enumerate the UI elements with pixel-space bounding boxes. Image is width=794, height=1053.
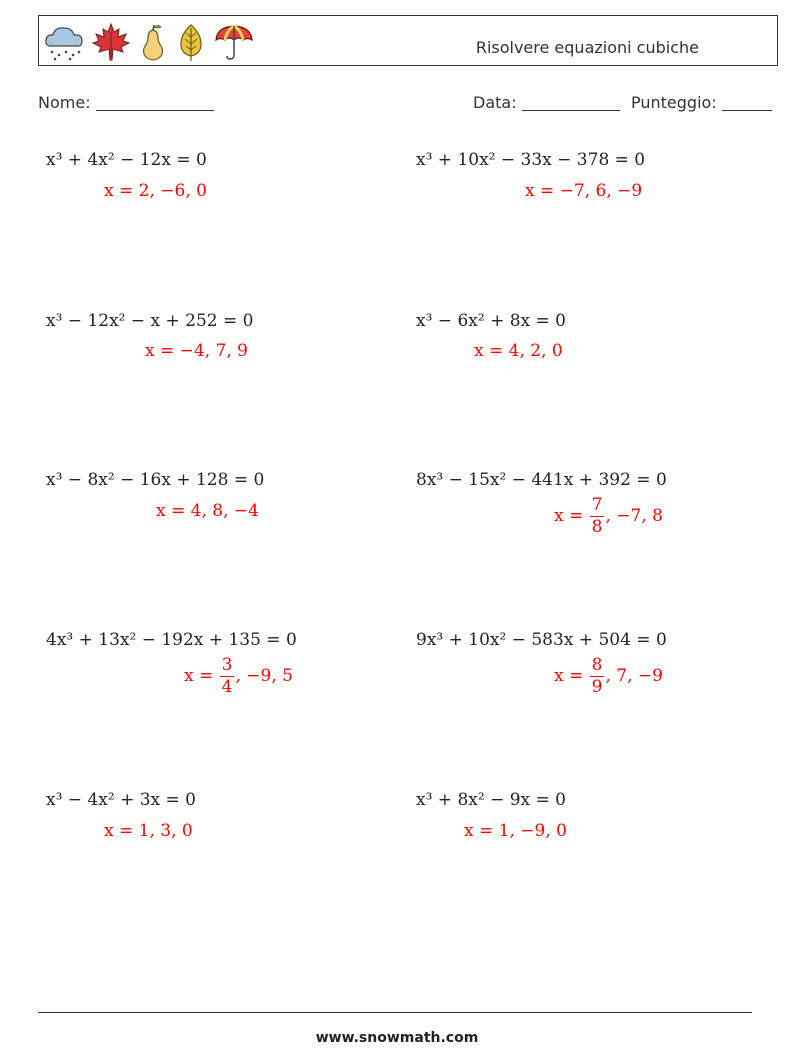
answer-10: x = 1, −9, 0 (464, 821, 567, 841)
pear-icon (137, 22, 169, 62)
equation: x³ − 6x² + 8x = 0 (416, 311, 566, 331)
worksheet-header (38, 15, 778, 66)
rain-cloud-icon (43, 22, 85, 62)
problem-10 (416, 790, 566, 810)
equation: x³ − 8x² − 16x + 128 = 0 (46, 470, 265, 490)
equation: x³ − 4x² + 3x = 0 (46, 790, 196, 810)
equation: x³ − 12x² − x + 252 = 0 (46, 311, 254, 331)
answer-7: x = $\frac{3}{4}$ , −9, 5 (184, 655, 293, 697)
problem-9 (46, 790, 196, 810)
answer-2: x = −7, 6, −9 (525, 181, 643, 201)
answer-3: x = −4, 7, 9 (145, 341, 248, 361)
problem-4 (416, 311, 566, 331)
equation: 8x³ − 15x² − 441x + 392 = 0 (416, 470, 667, 490)
problem-1 (46, 150, 207, 170)
problem-6 (416, 470, 667, 490)
header-icons (43, 20, 255, 64)
score-blank[interactable] (722, 94, 772, 111)
answer-9: x = 1, 3, 0 (104, 821, 193, 841)
answer-fraction: $\frac{7}{8}$ (591, 495, 603, 537)
problem-2 (416, 150, 645, 170)
date-label: Data: (473, 93, 517, 112)
date-blank[interactable] (522, 94, 620, 111)
equation: x³ + 10x² − 33x − 378 = 0 (416, 150, 646, 170)
score-field (631, 93, 772, 112)
equation: x³ + 4x² − 12x = 0 (46, 150, 207, 170)
leaf-icon (175, 22, 207, 62)
name-label: Nome: (38, 93, 91, 112)
equation: 4x³ + 13x² − 192x + 135 = 0 (46, 630, 297, 650)
equation: x³ + 8x² − 9x = 0 (416, 790, 566, 810)
footer-url[interactable]: www.snowmath.com (315, 1030, 479, 1046)
answer-8: x = $\frac{8}{9}$ , 7, −9 (554, 655, 663, 697)
answer-6: x = $\frac{7}{8}$ , −7, 8 (554, 495, 663, 537)
problem-3 (46, 311, 254, 331)
name-blank[interactable] (96, 94, 214, 111)
worksheet-title: Risolvere equazioni cubiche (475, 38, 699, 57)
name-field (38, 93, 214, 112)
answer-4: x = 4, 2, 0 (474, 341, 563, 361)
problem-8 (416, 630, 667, 650)
umbrella-icon (213, 22, 255, 62)
problem-7 (46, 630, 297, 650)
footer-divider (38, 1012, 752, 1013)
problem-5 (46, 470, 264, 490)
answer-5: x = 4, 8, −4 (156, 501, 259, 521)
answer-1: x = 2, −6, 0 (104, 181, 207, 201)
answer-fraction: $\frac{3}{4}$ (221, 655, 233, 697)
score-label: Punteggio: (631, 93, 717, 112)
answer-fraction: $\frac{8}{9}$ (591, 655, 603, 697)
maple-leaf-icon (91, 22, 131, 62)
date-field (473, 93, 620, 112)
equation: 9x³ + 10x² − 583x + 504 = 0 (416, 630, 667, 650)
